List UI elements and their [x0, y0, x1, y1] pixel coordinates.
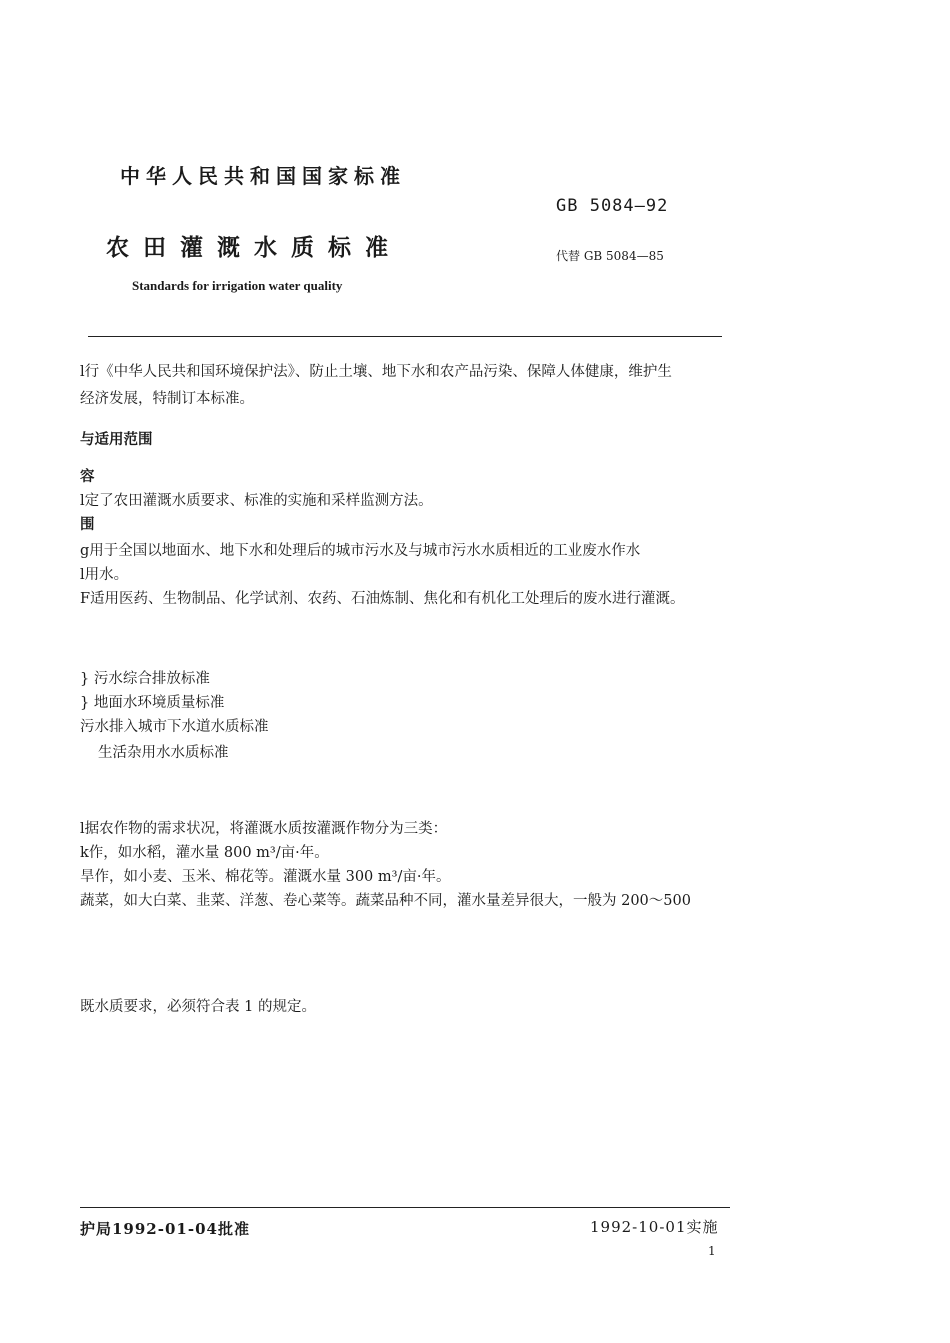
document-title: 农田灌溉水质标准 [106, 234, 402, 261]
english-title: Standards for irrigation water quality [132, 278, 343, 293]
class-1: k作，如水稻，灌水量 800 m³/亩·年。 [80, 845, 329, 861]
approval-date: 护局1992-01-04批准 [80, 1220, 250, 1238]
effective-date: 1992-10-01实施 [590, 1218, 719, 1236]
country-standard-heading: 中华人民共和国国家标准 [120, 164, 406, 188]
reference-2: } 地面水环境质量标准 [80, 695, 225, 711]
classification-intro: l据农作物的需求状况，将灌溉水质按灌溉作物分为三类： [80, 821, 448, 837]
content-text: l定了农田灌溉水质要求、标准的实施和采样监测方法。 [80, 493, 433, 509]
range-line-2: l用水。 [80, 567, 129, 583]
requirement-text: 既水质要求，必须符合表 1 的规定。 [80, 999, 316, 1015]
reference-4: 生活杂用水水质标准 [98, 745, 229, 761]
range-line-1: g用于全国以地面水、地下水和处理后的城市污水及与城市污水水质相近的工业废水作水 [80, 543, 641, 559]
page-number: 1 [708, 1244, 716, 1258]
reference-3: 污水排入城市下水道水质标准 [80, 719, 269, 735]
standard-code: GB 5084—92 [556, 196, 669, 216]
header-divider [88, 336, 722, 337]
class-2: 旱作，如小麦、玉米、棉花等。灌溉水量 300 m³/亩·年。 [80, 869, 451, 885]
class-3: 蔬菜，如大白菜、韭菜、洋葱、卷心菜等。蔬菜品种不同，灌水量差异很大，一般为 200～500 [80, 893, 691, 909]
replaces-standard: 代替 GB 5084—85 [556, 249, 664, 263]
intro-line-2: 经济发展，特制订本标准。 [80, 391, 254, 407]
footer-divider [80, 1207, 730, 1208]
subsection-range-heading: 围 [80, 516, 95, 533]
reference-1: } 污水综合排放标准 [80, 671, 210, 687]
intro-line-1: l行《中华人民共和国环境保护法》、防止土壤、地下水和农产品污染、保障人体健康，维护生 [80, 364, 672, 380]
section-scope-heading: 与适用范围 [80, 431, 153, 448]
range-line-3: F适用医药、生物制品、化学试剂、农药、石油炼制、焦化和有机化工处理后的废水进行灌溉。 [80, 591, 685, 607]
subsection-content-heading: 容 [80, 468, 95, 485]
